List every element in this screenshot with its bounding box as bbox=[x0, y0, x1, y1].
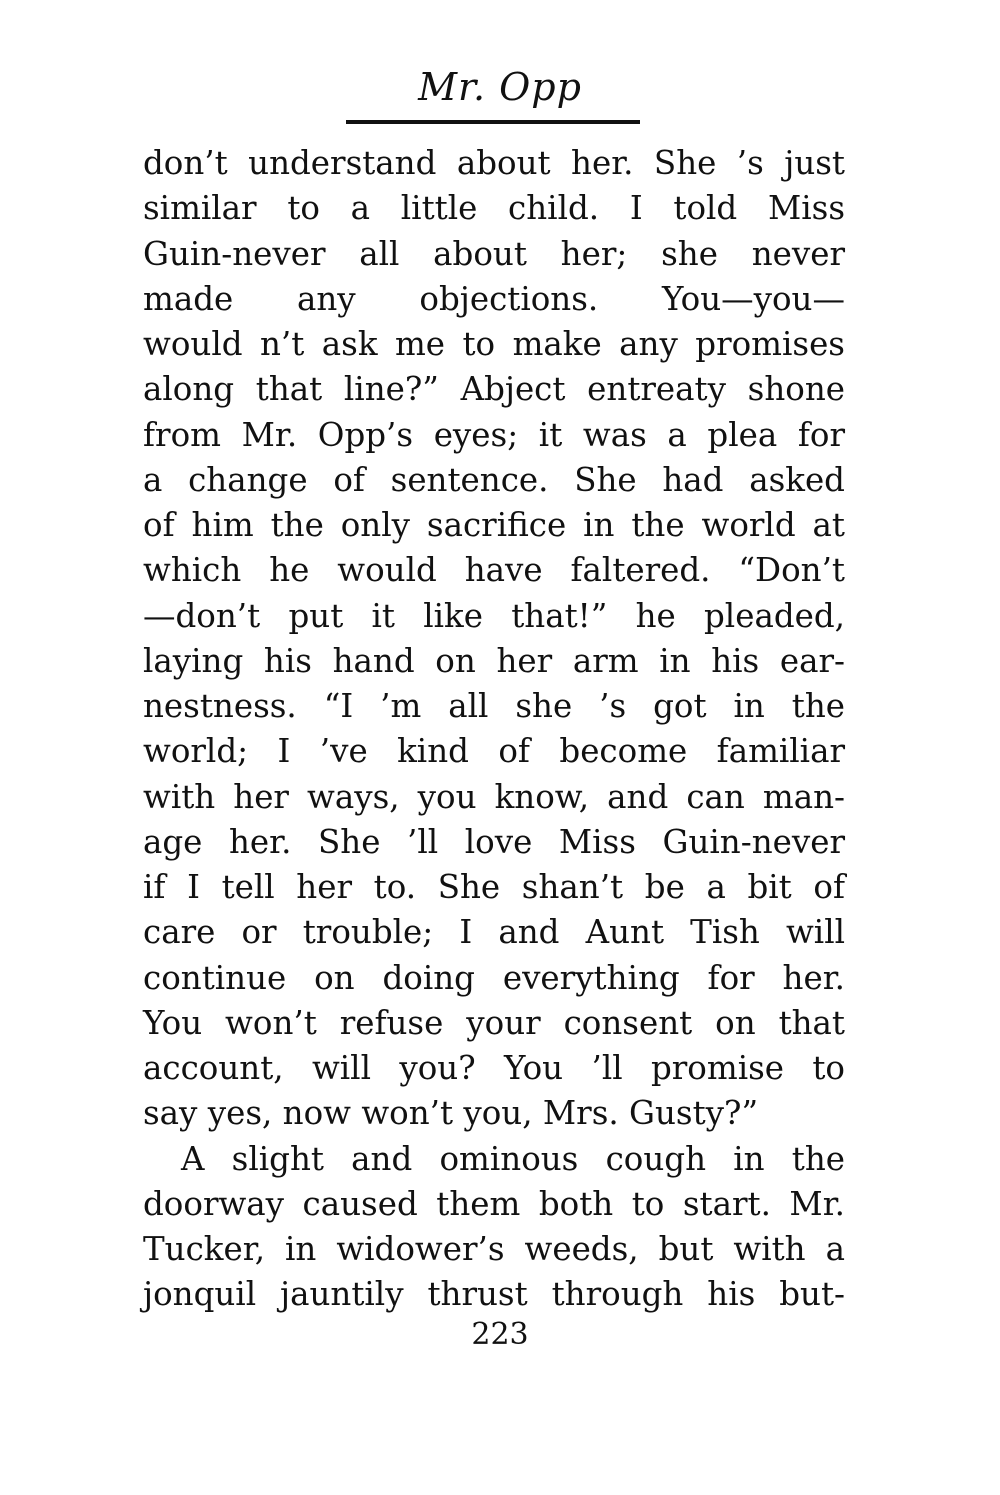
header-rule bbox=[346, 120, 640, 124]
text-line: a change of sentence. She had asked bbox=[143, 460, 845, 499]
text-line: with her ways, you know, and can man- bbox=[143, 777, 845, 816]
text-line: world; I ’ve kind of become familiar bbox=[143, 732, 845, 771]
text-line: laying his hand on her arm in his ear- bbox=[143, 641, 845, 680]
text-line: which he would have faltered. “Don’t bbox=[143, 551, 845, 590]
text-line: nestness. “I ’m all she ’s got in the bbox=[143, 687, 845, 725]
text-line: age her. She ’ll love Miss Guin-never bbox=[143, 822, 845, 861]
text-line: jonquil jauntily thrust through his but- bbox=[143, 1275, 845, 1314]
text-line: would n’t ask me to make any promises bbox=[143, 325, 845, 363]
text-line: made any objections. You—you— bbox=[143, 279, 845, 318]
text-line: continue on doing everything for her. bbox=[143, 958, 845, 997]
text-line: You won’t refuse your consent on that bbox=[143, 1003, 845, 1042]
page-number: 223 bbox=[471, 1317, 529, 1352]
text-line: Tucker, in widower’s weeds, but with a bbox=[143, 1230, 845, 1268]
text-line: of him the only sacrifice in the world at bbox=[143, 506, 845, 544]
text-line: along that line?” Abject entreaty shone bbox=[143, 370, 845, 409]
text-line: care or trouble; I and Aunt Tish will bbox=[143, 913, 845, 952]
text-line: account, will you? You ’ll promise to bbox=[143, 1049, 845, 1087]
paragraph-first-line: A slight and ominous cough in the bbox=[181, 1139, 845, 1178]
text-line: —don’t put it like that!” he pleaded, bbox=[143, 596, 845, 635]
running-head: Mr. Opp bbox=[418, 65, 582, 109]
text-line: doorway caused them both to start. Mr. bbox=[143, 1184, 845, 1223]
text-line: say yes, now won’t you, Mrs. Gusty?” bbox=[143, 1094, 759, 1133]
body-text bbox=[143, 141, 845, 1318]
text-line: if I tell her to. She shan’t be a bit of bbox=[143, 868, 845, 906]
text-line: from Mr. Opp’s eyes; it was a plea for bbox=[143, 415, 845, 454]
text-line: similar to a little child. I told Miss bbox=[143, 189, 845, 228]
text-line: don’t understand about her. She ’s just bbox=[143, 144, 845, 182]
text-line: Guin-never all about her; she never bbox=[143, 234, 845, 273]
